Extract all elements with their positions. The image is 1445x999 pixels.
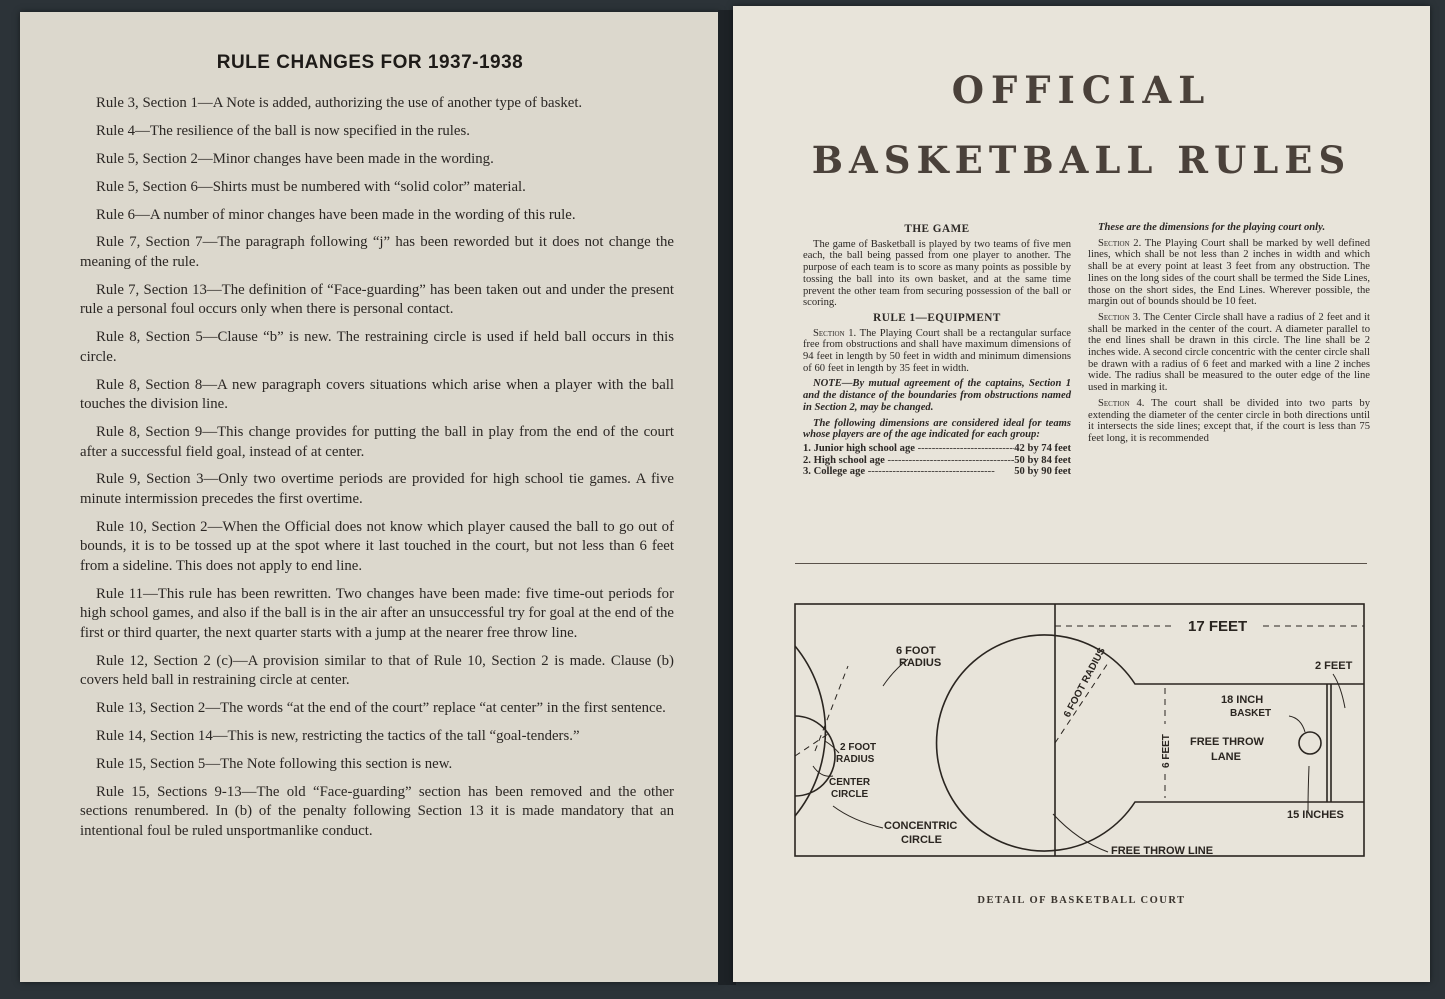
label-free-throw: FREE THROW (1190, 736, 1264, 748)
label-2-feet: 2 FEET (1315, 660, 1353, 672)
label-2-foot-radius: RADIUS (836, 754, 875, 765)
label-concentric: CONCENTRIC (884, 820, 958, 832)
label-6-feet: 6 FEET (1161, 734, 1172, 768)
left-page (20, 12, 720, 982)
rule-change-item: Rule 15, Section 5—The Note following this section is new. (96, 755, 453, 772)
section3-text: The Center Circle shall have a radius of 2 feet and it shall be marked in the center of the court. A diameter parallel to the end lines shall be drawn in this circle. The line shall be 2 inches wide. A second circle concentric with the center circle shall be drawn with a radius of 6 feet and marked with a line 2 inches wide. The radius shall be measured to the outer edge of the line used in marking it. (1088, 311, 1370, 394)
right-page (733, 6, 1430, 982)
age-label: 3. College age ----- (803, 466, 1014, 478)
section2-text: The Playing Court shall be marked by well defined lines, which shall be not less than 2 inches in width and which shall be at every point at least 3 feet from any obstruction. The lines on the long sides of the court shall be termed the Side Lines, those on the short sides, the End Lines. Wherever possible, the margin out of bounds should be 10 feet. (1088, 237, 1370, 308)
rule-change-item: Rule 7, Section 7—The paragraph following “j” has been reworded but it does not change the meaning of the rule. (80, 234, 674, 270)
label-6-foot: 6 FOOT (896, 645, 936, 657)
pointer-concentric (833, 806, 883, 828)
label-17-feet: 17 FEET (1188, 618, 1248, 635)
label-center-circle: CIRCLE (831, 789, 869, 800)
free-throw-circle (937, 635, 1165, 851)
label-6-foot-radius-diagonal: 6 FOOT RADIUS (1061, 646, 1108, 720)
pointer-2-feet (1333, 674, 1345, 708)
rule-change-item: Rule 8, Section 8—A new paragraph covers situations which arise when a player with the ball touches the division line. (80, 376, 674, 413)
section1-label: Section 1. (813, 327, 857, 339)
pointer-basket (1289, 716, 1305, 732)
pointer-15-inches (1308, 766, 1309, 811)
label-18-inch: 18 INCH (1221, 694, 1264, 706)
rule-changes-heading: RULE CHANGES FOR 1937-1938 (216, 52, 524, 73)
section4-text: The court shall be divided into two parts by extending the diameter of the center circle in both directions until it intersects the side lines; except that, if the court is less than 75 feet long, it is recommended (1088, 397, 1370, 444)
label-basket: BASKET (1230, 708, 1272, 719)
court-border (795, 604, 1364, 856)
rule-change-item: Rule 5, Section 6—Shirts must be numbered with “solid color” material. (96, 178, 526, 195)
title-basketball-rules: BASKETBALL RULES (811, 138, 1352, 182)
rule-change-item: Rule 7, Section 13—The definition of “Face-guarding” has been taken out and under the present rule a personal foul occurs only when there is personal contact. (80, 281, 674, 318)
rule-change-item: Rule 14, Section 14—This is new, restricting the tactics of the tall “goal-tenders.” (96, 727, 580, 744)
rule-change-item: Rule 6—A number of minor changes have been made in the wording of this rule. (96, 206, 576, 223)
rule-change-item: Rule 13, Section 2—The words “at the end of the court” replace “at center” in the first sentence. (96, 699, 666, 716)
col2-intro: These are the dimensions for the playing court only. (1098, 222, 1326, 233)
label-center: CENTER (829, 777, 871, 788)
rule-change-item: Rule 5, Section 2—Minor changes have been made in the wording. (96, 150, 494, 167)
court-diagram (733, 6, 1430, 982)
section4-label: Section 4. (1098, 397, 1145, 409)
diagram-caption: DETAIL OF BASKETBALL COURT (977, 895, 1186, 906)
age-label: 2. High school age ----- (803, 455, 1014, 467)
rule-change-item: Rule 4—The resilience of the ball is now specified in the rules. (96, 122, 470, 139)
label-free-throw-line: FREE THROW LINE (1111, 845, 1214, 857)
age-value: 50 by 84 feet (1014, 454, 1071, 466)
rule-changes-list (80, 94, 674, 850)
following-text: The following dimensions are considered ideal for teams whose players are of the age indicated for each group: (803, 417, 1071, 441)
the-game-text: The game of Basketball is played by two teams of five men each, the ball being passed from one player to another. The purpose of each team is to score as many points as possible by tossing the ball into its own basket, and at the same time prevent the other team from securing possession of the ball or scoring. (803, 238, 1071, 309)
the-game-heading: THE GAME (904, 223, 970, 235)
age-value: 42 by 74 feet (1014, 442, 1071, 454)
rule-change-item: Rule 12, Section 2 (c)—A provision similar to that of Rule 10, Section 2 is made. Clause (b) covers held ball in restraining circle at center. (80, 652, 674, 689)
rule-change-item: Rule 10, Section 2—When the Official does not know which player caused the ball to go out of bounds, it is to be tossed up at the spot where it last touched in the court, but not less than 6 feet from a sideline. This does not apply to end line. (80, 518, 674, 574)
label-lane: LANE (1211, 751, 1241, 763)
radius-6ft-line (1055, 663, 1108, 743)
section1-text: The Playing Court shall be a rectangular surface free from obstructions and shall have maximum dimensions of 94 feet in length by 50 feet in width and minimum dimensions of 60 feet in length by 35 feet in width. (803, 327, 1071, 374)
pointer-2-foot (825, 741, 839, 753)
pointer-free-throw-line (1053, 814, 1108, 852)
rule-change-item: Rule 11—This rule has been rewritten. Two changes have been made: five time-out periods for high school games, and also if the ball is in the air after an unsuccessful try for goal at the end of the first or third quarter, the next quarter starts with a jump at the nearer free throw line. (80, 585, 674, 641)
age-label: 1. Junior high school age ----- (803, 443, 1014, 455)
rule-change-item: Rule 9, Section 3—Only two overtime periods are provided for high school tie games. A five minute intermission precedes the first overtime. (80, 471, 674, 507)
label-2-foot: 2 FOOT (840, 742, 877, 753)
basket-rim (1299, 732, 1321, 754)
rule-change-item: Rule 15, Sections 9-13—The old “Face-guarding” section has been removed and the other sections renumbered. In (b) of the penalty following Section 13 it is made mandatory that an intentional foul be ruled unsportmanlike conduct. (80, 783, 674, 839)
label-concentric-circle: CIRCLE (901, 834, 942, 846)
section2-label: Section 2. (1098, 237, 1142, 249)
rule-change-item: Rule 8, Section 5—Clause “b” is new. The restraining circle is used if held ball occurs in this circle. (80, 329, 674, 365)
age-value: 50 by 90 feet (1014, 466, 1071, 478)
title-official: OFFICIAL (951, 68, 1212, 112)
rule-change-item: Rule 8, Section 9—This change provides for putting the ball in play from the end of the court after a successful field goal, instead of at center. (80, 424, 674, 460)
label-15-inches: 15 INCHES (1287, 809, 1344, 821)
rule-change-item: Rule 3, Section 1—A Note is added, authorizing the use of another type of basket. (96, 95, 583, 111)
rule1-heading: RULE 1—EQUIPMENT (873, 311, 1001, 324)
section3-label: Section 3. (1098, 311, 1141, 323)
left-concentric-arc (795, 646, 825, 816)
note-text: NOTE—By mutual agreement of the captains, Section 1 and the distance of the boundaries from obstructions named in Section 2, may be changed. (803, 378, 1071, 413)
label-radius: RADIUS (899, 657, 942, 669)
